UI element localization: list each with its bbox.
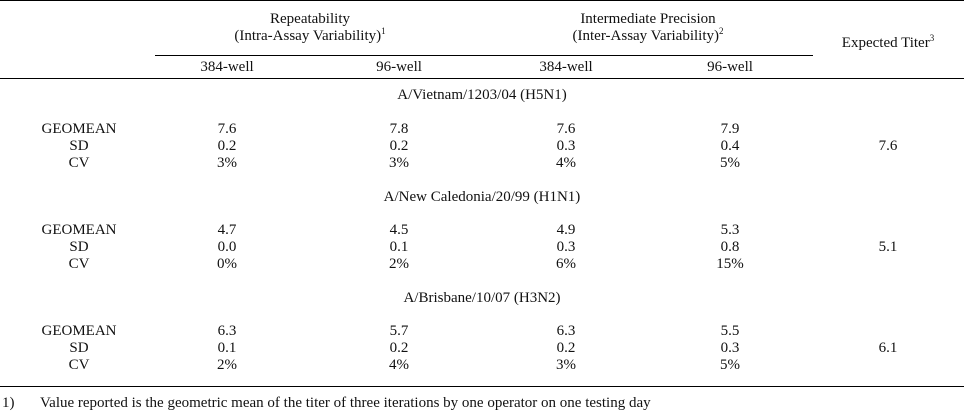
footnote-text: Value reported is the geometric mean of the titer of three iterations by one operator on one testing day: [40, 395, 651, 411]
footnote: [2, 395, 651, 412]
section-strain-title: A/Brisbane/10/07 (H3N2): [403, 290, 561, 306]
row-label-geomean: GEOMEAN: [41, 222, 117, 238]
table-cell: 6.3: [217, 323, 237, 339]
table-cell: 5.7: [389, 323, 409, 339]
subcol-384-repeatability: 384-well: [200, 59, 254, 75]
table-cell: 0.1: [217, 340, 237, 356]
table-cell: 3%: [556, 357, 576, 373]
table-cell: 3%: [217, 155, 237, 171]
expected-titer-value: 5.1: [878, 239, 898, 255]
row-label-geomean: GEOMEAN: [41, 323, 117, 339]
repeatability-header: [234, 11, 385, 45]
table-cell: 0.0: [217, 239, 237, 255]
row-label-geomean: GEOMEAN: [41, 121, 117, 137]
table-cell: 3%: [389, 155, 409, 171]
row-label-sd: SD: [69, 340, 89, 356]
table-cell: 0.3: [556, 138, 576, 154]
table-cell: 7.8: [389, 121, 409, 137]
table-bottom-rule: [0, 386, 964, 387]
table-cell: 4%: [389, 357, 409, 373]
subcol-96-repeatability: 96-well: [376, 59, 422, 75]
table-cell: 0.2: [556, 340, 576, 356]
table-cell: 0.4: [720, 138, 740, 154]
group-header-rule: [155, 55, 813, 56]
table-cell: 4.5: [389, 222, 409, 238]
table-cell: 0.3: [720, 340, 740, 356]
table-cell: 4%: [556, 155, 576, 171]
row-label-sd: SD: [69, 239, 89, 255]
row-label-cv: CV: [68, 256, 90, 272]
top-rule: [0, 0, 964, 1]
table-cell: 0.3: [556, 239, 576, 255]
table-cell: 2%: [389, 256, 409, 272]
table-cell: 6%: [556, 256, 576, 272]
subcol-384-intermediate: 384-well: [539, 59, 593, 75]
intermediate-precision-title: Intermediate Precision: [580, 11, 716, 27]
table-cell: 7.6: [556, 121, 576, 137]
header-bottom-rule: [0, 78, 964, 79]
table-cell: 0.2: [389, 340, 409, 356]
table-cell: 2%: [217, 357, 237, 373]
table-cell: 5.5: [720, 323, 740, 339]
expected-titer-value: 6.1: [878, 340, 898, 356]
table-cell: 0.2: [217, 138, 237, 154]
table-cell: 0.8: [720, 239, 740, 255]
table-cell: 5.3: [720, 222, 740, 238]
table-cell: 4.7: [217, 222, 237, 238]
table-cell: 4.9: [556, 222, 576, 238]
table-cell: 5%: [720, 357, 740, 373]
row-label-cv: CV: [68, 357, 90, 373]
expected-titer-value: 7.6: [878, 138, 898, 154]
repeatability-title: Repeatability: [270, 11, 350, 27]
table-cell: 0.1: [389, 239, 409, 255]
table-cell: 15%: [716, 256, 744, 272]
table-cell: 7.9: [720, 121, 740, 137]
section-strain-title: A/New Caledonia/20/99 (H1N1): [383, 189, 581, 205]
table-cell: 7.6: [217, 121, 237, 137]
table-cell: 0%: [217, 256, 237, 272]
intermediate-precision-header: [573, 11, 724, 45]
footnote-marker: 1): [2, 395, 15, 411]
table-cell: 0.2: [389, 138, 409, 154]
footnote-ref-2: 2: [718, 26, 724, 36]
row-label-sd: SD: [69, 138, 89, 154]
section-strain-title: A/Vietnam/1203/04 (H5N1): [397, 87, 567, 103]
expected-titer-header: Expected Titer$^3$: [841, 33, 935, 51]
footnote-ref-3: 3: [929, 33, 935, 43]
table-cell: 6.3: [556, 323, 576, 339]
footnote-ref-1: 1: [381, 26, 386, 36]
intermediate-precision-subtitle: (Inter-Assay Variability)$^2$: [572, 26, 724, 44]
table-cell: 5%: [720, 155, 740, 171]
repeatability-subtitle: (Intra-Assay Variability)$^1$: [234, 26, 386, 44]
row-label-cv: CV: [68, 155, 90, 171]
subcol-96-intermediate: 96-well: [707, 59, 753, 75]
